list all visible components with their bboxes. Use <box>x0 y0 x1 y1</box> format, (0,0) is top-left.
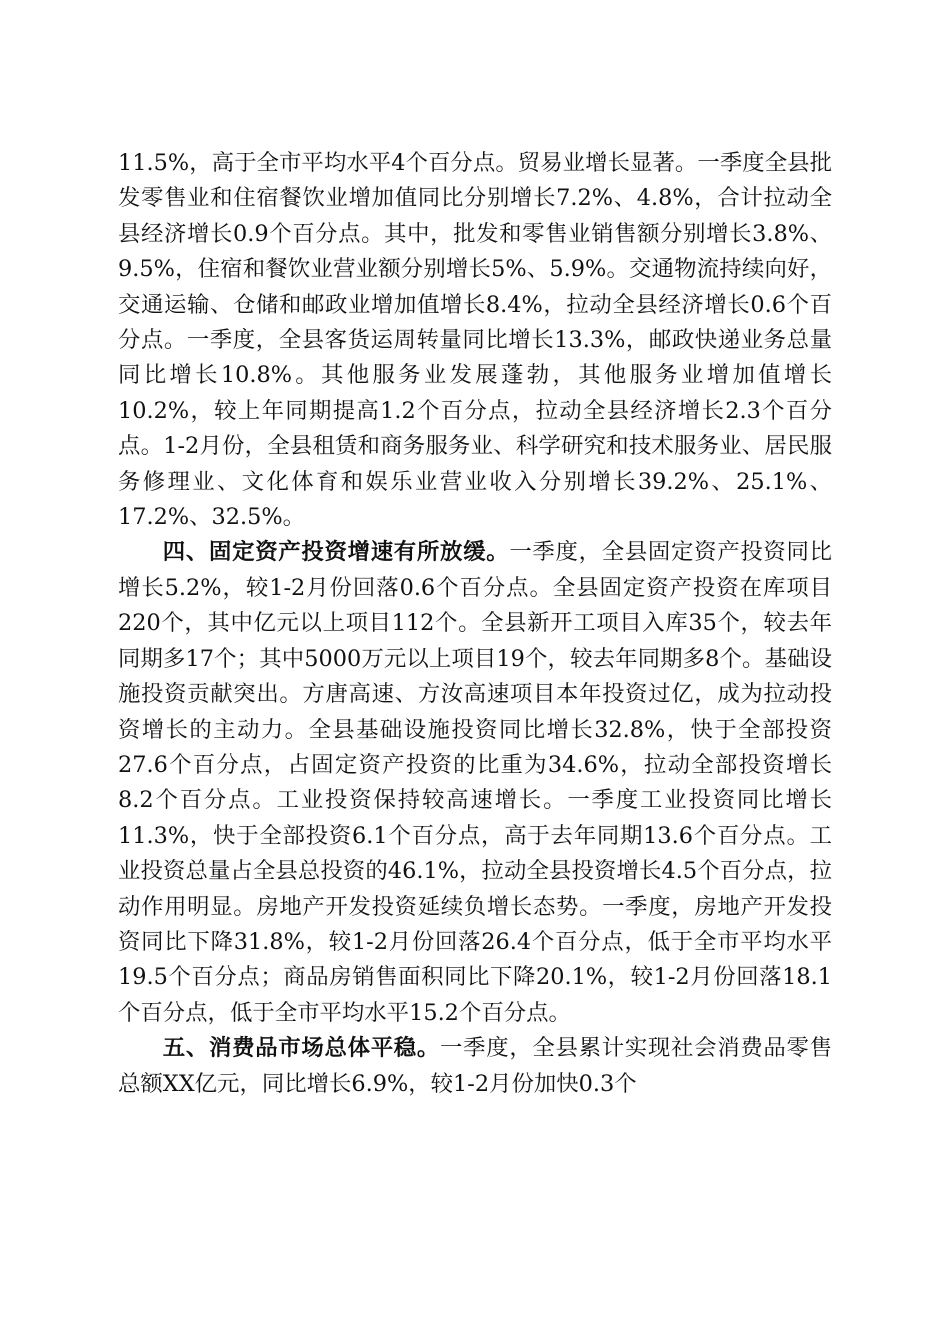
paragraph-1 <box>118 146 832 535</box>
paragraph-2-text: 一季度，全县固定资产投资同比增长5.2%，较1-2月份回落0.6个百分点。全县固定资产投资在库项目220个，其中亿元以上项目112个。全县新开工项目入库35个，较去年同期多17个；其中5000万元以上项目19个，较去年同期多8个。基础设施投资贡献突出。方唐高速、方汝高速项目本年投资过亿，成为拉动投资增长的主动力。全县基础设施投资同比增长32.8%，快于全部投资27.6个百分点，占固定资产投资的比重为34.6%，拉动全部投资增长8.2个百分点。工业投资保持较高速增长。一季度工业投资同比增长11.3%，快于全部投资6.1个百分点，高于去年同期13.6个百分点。工业投资总量占全县总投资的46.1%，拉动全县投资增长4.5个百分点，拉动作用明显。房地产开发投资延续负增长态势。一季度，房地产开发投资同比下降31.8%，较1-2月份回落26.4个百分点，低于全市平均水平19.5个百分点；商品房销售面积同比下降20.1%，较1-2月份回落18.1个百分点，低于全市平均水平15.2个百分点。 <box>118 539 833 1026</box>
paragraph-1-text: 11.5%，高于全市平均水平4个百分点。贸易业增长显著。一季度全县批发零售业和住宿餐饮业增加值同比分别增长7.2%、4.8%，合计拉动全县经济增长0.9个百分点。其中，批发和零售业销售额分别增长3.8%、9.5%，住宿和餐饮业营业额分别增长5%、5.9%。交通物流持续向好，交通运输、仓储和邮政业增加值增长8.4%，拉动全县经济增长0.6个百分点。一季度，全县客货运周转量同比增长13.3%，邮政快递业务总量同比增长10.8%。其他服务业发展蓬勃，其他服务业增加值增长10.2%，较上年同期提高1.2个百分点，拉动全县经济增长2.3个百分点。1-2月份，全县租赁和商务服务业、科学研究和技术服务业、居民服务修理业、文化体育和娱乐业营业收入分别增长39.2%、25.1%、17.2%、32.5%。 <box>118 150 832 531</box>
paragraph-3-text: 一季度，全县累计实现社会消费品零售总额XX亿元，同比增长6.9%，较1-2月份加快0.3个 <box>118 1035 833 1097</box>
section-heading-4: 四、固定资产投资增速有所放缓。 <box>162 539 510 566</box>
section-heading-5: 五、消费品市场总体平稳。 <box>162 1035 441 1062</box>
document-page <box>118 146 832 1102</box>
paragraph-3 <box>118 1031 832 1102</box>
paragraph-2 <box>118 535 832 1031</box>
